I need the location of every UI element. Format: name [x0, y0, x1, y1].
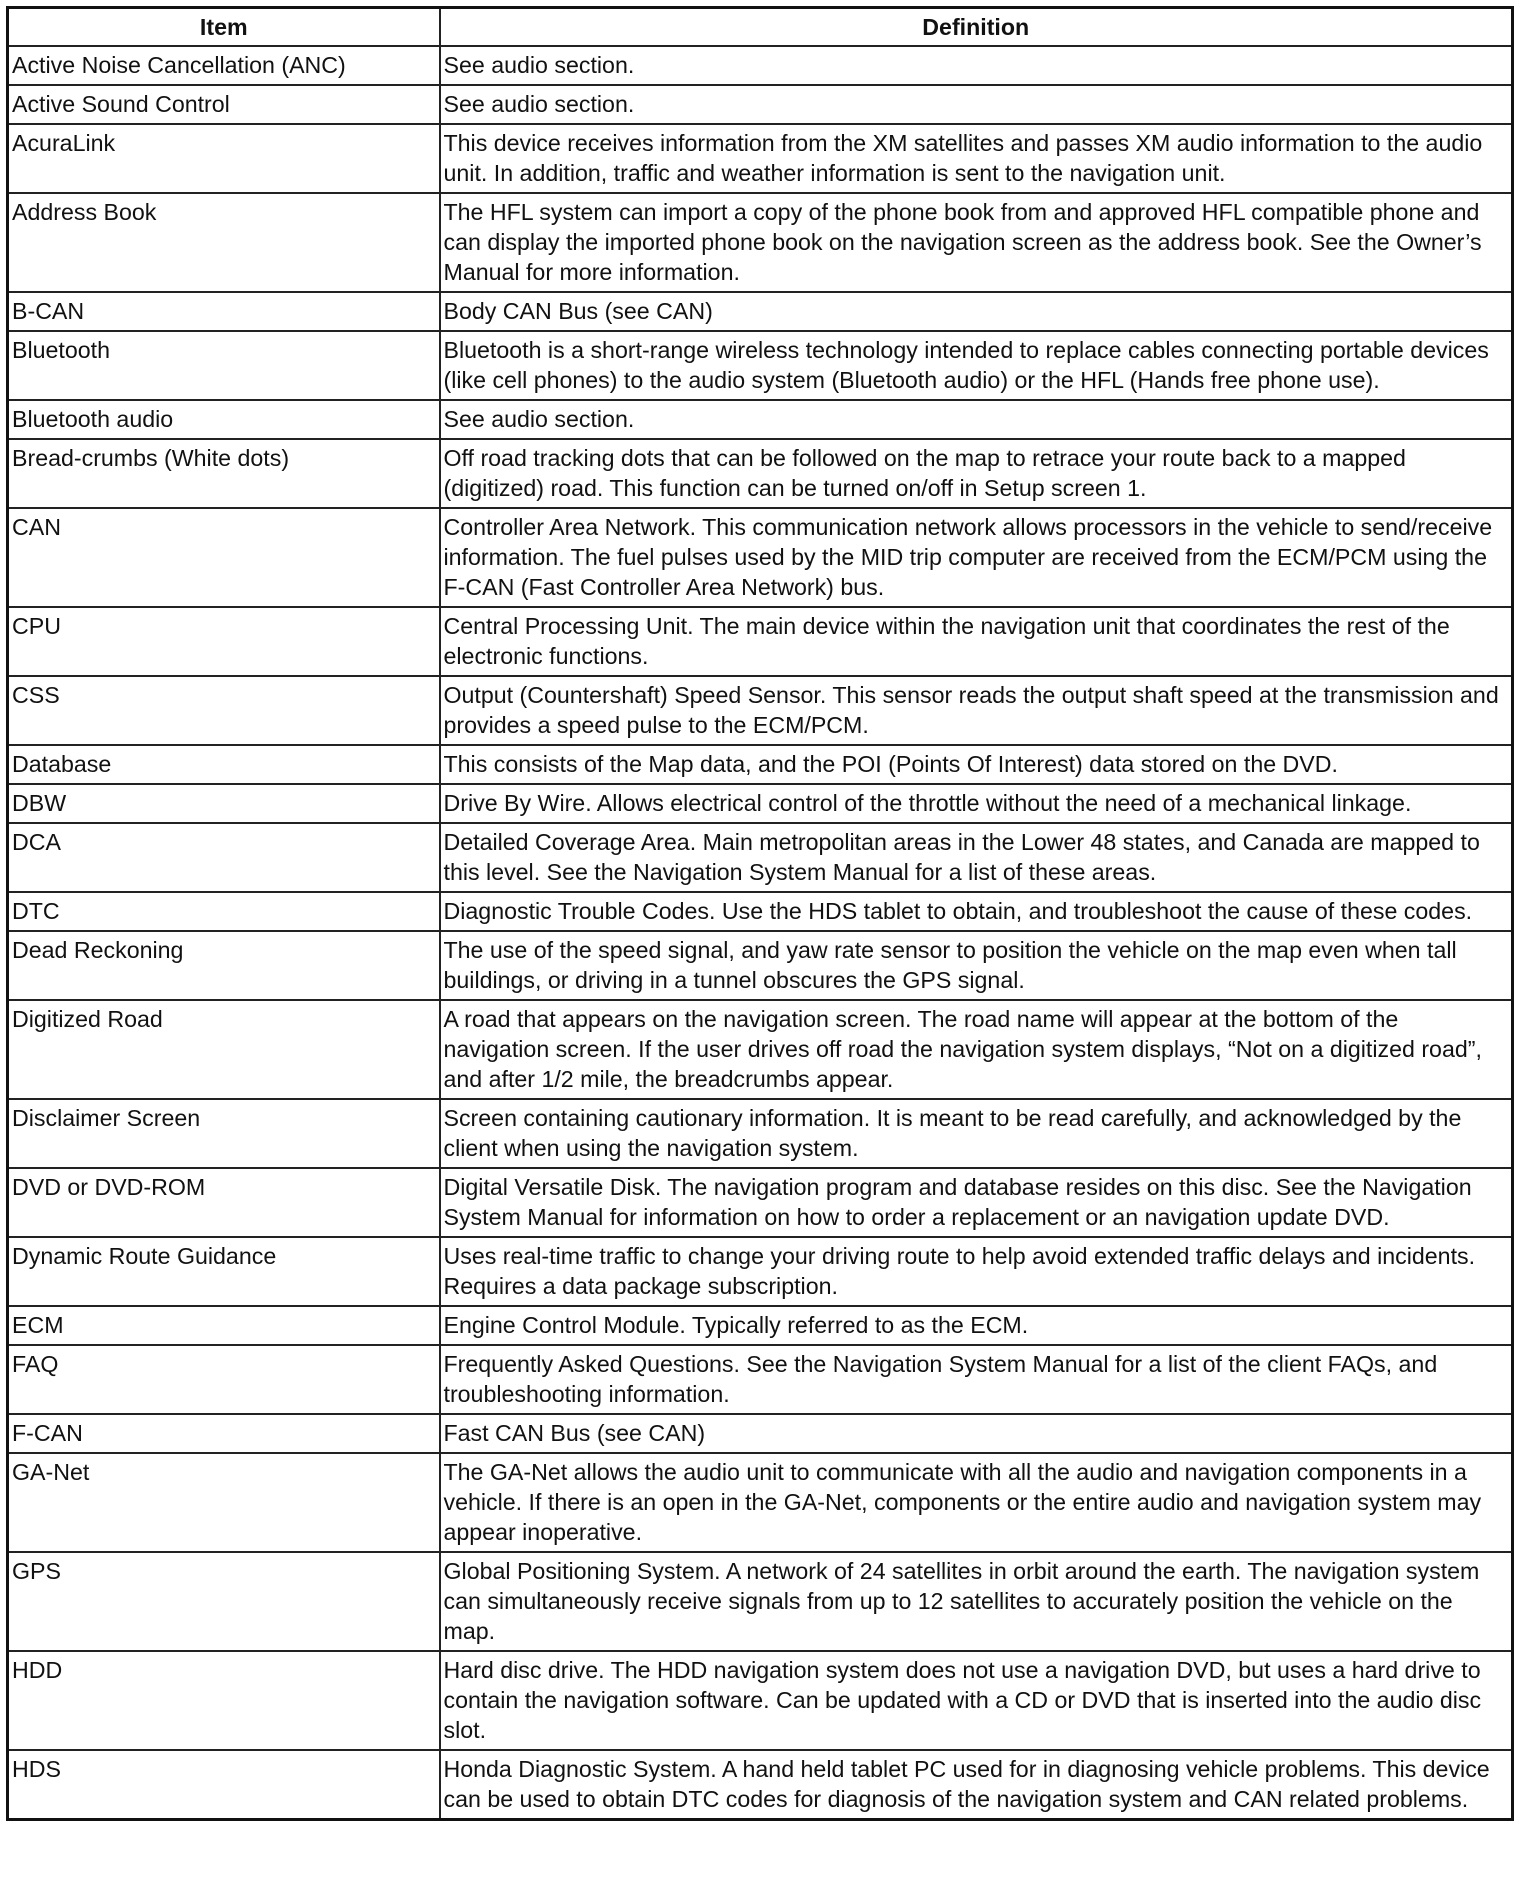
table-row [8, 931, 1513, 1000]
definition-cell: Controller Area Network. This communication network allows processors in the vehicle to send/receive information. The fuel pulses used by the MID trip computer are received from the ECM/PCM using the F-CAN (Fast Controller Area Network) bus. [440, 508, 1513, 607]
table-row [8, 1000, 1513, 1099]
definition-cell: Uses real-time traffic to change your driving route to help avoid extended traffic delays and incidents. Requires a data package subscription. [440, 1237, 1513, 1306]
header-item: Item [8, 8, 440, 47]
item-cell: Dynamic Route Guidance [8, 1237, 440, 1306]
table-row [8, 331, 1513, 400]
item-cell: Bluetooth audio [8, 400, 440, 439]
definition-cell: Engine Control Module. Typically referred to as the ECM. [440, 1306, 1513, 1345]
item-cell: Bread-crumbs (White dots) [8, 439, 440, 508]
table-row [8, 1345, 1513, 1414]
item-cell: Disclaimer Screen [8, 1099, 440, 1168]
table-row [8, 508, 1513, 607]
item-cell: F-CAN [8, 1414, 440, 1453]
table-row [8, 292, 1513, 331]
glossary-sheet [6, 6, 1511, 1821]
table-row [8, 1552, 1513, 1651]
definition-cell: Global Positioning System. A network of 24 satellites in orbit around the earth. The navigation system can simultaneously receive signals from up to 12 satellites to accurately position the vehicle on the map. [440, 1552, 1513, 1651]
table-row [8, 1237, 1513, 1306]
item-cell: DVD or DVD-ROM [8, 1168, 440, 1237]
item-cell: AcuraLink [8, 124, 440, 193]
definition-cell: This consists of the Map data, and the POI (Points Of Interest) data stored on the DVD. [440, 745, 1513, 784]
item-cell: Active Noise Cancellation (ANC) [8, 46, 440, 85]
table-row [8, 1414, 1513, 1453]
item-cell: DCA [8, 823, 440, 892]
definition-cell: Hard disc drive. The HDD navigation system does not use a navigation DVD, but uses a hard drive to contain the navigation software. Can be updated with a CD or DVD that is inserted into the audio disc slot. [440, 1651, 1513, 1750]
definition-cell: A road that appears on the navigation screen. The road name will appear at the bottom of the navigation screen. If the user drives off road the navigation system displays, “Not on a digitized road”, and after 1/2 mile, the breadcrumbs appear. [440, 1000, 1513, 1099]
definition-cell: Honda Diagnostic System. A hand held tablet PC used for in diagnosing vehicle problems. This device can be used to obtain DTC codes for diagnosis of the navigation system and CAN related problems. [440, 1750, 1513, 1820]
definition-cell: See audio section. [440, 46, 1513, 85]
glossary-table [6, 6, 1514, 1821]
definition-cell: Drive By Wire. Allows electrical control of the throttle without the need of a mechanical linkage. [440, 784, 1513, 823]
definition-cell: Output (Countershaft) Speed Sensor. This sensor reads the output shaft speed at the transmission and provides a speed pulse to the ECM/PCM. [440, 676, 1513, 745]
item-cell: Dead Reckoning [8, 931, 440, 1000]
item-cell: HDS [8, 1750, 440, 1820]
item-cell: Digitized Road [8, 1000, 440, 1099]
item-cell: DTC [8, 892, 440, 931]
definition-cell: Detailed Coverage Area. Main metropolitan areas in the Lower 48 states, and Canada are mapped to this level. See the Navigation System Manual for a list of these areas. [440, 823, 1513, 892]
item-cell: DBW [8, 784, 440, 823]
table-row [8, 1750, 1513, 1820]
definition-cell: Diagnostic Trouble Codes. Use the HDS tablet to obtain, and troubleshoot the cause of these codes. [440, 892, 1513, 931]
item-cell: CPU [8, 607, 440, 676]
table-row [8, 400, 1513, 439]
definition-cell: This device receives information from the XM satellites and passes XM audio information to the audio unit. In addition, traffic and weather information is sent to the navigation unit. [440, 124, 1513, 193]
definition-cell: Frequently Asked Questions. See the Navigation System Manual for a list of the client FAQs, and troubleshooting information. [440, 1345, 1513, 1414]
definition-cell: The GA-Net allows the audio unit to communicate with all the audio and navigation components in a vehicle. If there is an open in the GA-Net, components or the entire audio and navigation system may appear inoperative. [440, 1453, 1513, 1552]
table-row [8, 1651, 1513, 1750]
table-row [8, 745, 1513, 784]
definition-cell: See audio section. [440, 400, 1513, 439]
table-row [8, 193, 1513, 292]
item-cell: Bluetooth [8, 331, 440, 400]
item-cell: FAQ [8, 1345, 440, 1414]
definition-cell: Screen containing cautionary information. It is meant to be read carefully, and acknowledged by the client when using the navigation system. [440, 1099, 1513, 1168]
definition-cell: Off road tracking dots that can be followed on the map to retrace your route back to a mapped (digitized) road. This function can be turned on/off in Setup screen 1. [440, 439, 1513, 508]
item-cell: CAN [8, 508, 440, 607]
definition-cell: Central Processing Unit. The main device within the navigation unit that coordinates the rest of the electronic functions. [440, 607, 1513, 676]
definition-cell: See audio section. [440, 85, 1513, 124]
table-row [8, 1453, 1513, 1552]
item-cell: HDD [8, 1651, 440, 1750]
item-cell: Active Sound Control [8, 85, 440, 124]
table-row [8, 85, 1513, 124]
definition-cell: Bluetooth is a short-range wireless technology intended to replace cables connecting portable devices (like cell phones) to the audio system (Bluetooth audio) or the HFL (Hands free phone use). [440, 331, 1513, 400]
table-row [8, 1099, 1513, 1168]
definition-cell: Body CAN Bus (see CAN) [440, 292, 1513, 331]
definition-cell: Digital Versatile Disk. The navigation program and database resides on this disc. See the Navigation System Manual for information on how to order a replacement or an navigation update DVD. [440, 1168, 1513, 1237]
item-cell: ECM [8, 1306, 440, 1345]
definition-cell: Fast CAN Bus (see CAN) [440, 1414, 1513, 1453]
table-row [8, 607, 1513, 676]
table-row [8, 676, 1513, 745]
table-row [8, 1168, 1513, 1237]
item-cell: Database [8, 745, 440, 784]
item-cell: GPS [8, 1552, 440, 1651]
table-row [8, 1306, 1513, 1345]
definition-cell: The use of the speed signal, and yaw rate sensor to position the vehicle on the map even when tall buildings, or driving in a tunnel obscures the GPS signal. [440, 931, 1513, 1000]
table-row [8, 784, 1513, 823]
header-row [8, 8, 1513, 47]
header-definition: Definition [440, 8, 1513, 47]
item-cell: Address Book [8, 193, 440, 292]
item-cell: GA-Net [8, 1453, 440, 1552]
table-row [8, 124, 1513, 193]
item-cell: CSS [8, 676, 440, 745]
table-row [8, 46, 1513, 85]
table-row [8, 439, 1513, 508]
item-cell: B-CAN [8, 292, 440, 331]
definition-cell: The HFL system can import a copy of the phone book from and approved HFL compatible phone and can display the imported phone book on the navigation screen as the address book. See the Owner’s Manual for more information. [440, 193, 1513, 292]
table-row [8, 823, 1513, 892]
table-row [8, 892, 1513, 931]
